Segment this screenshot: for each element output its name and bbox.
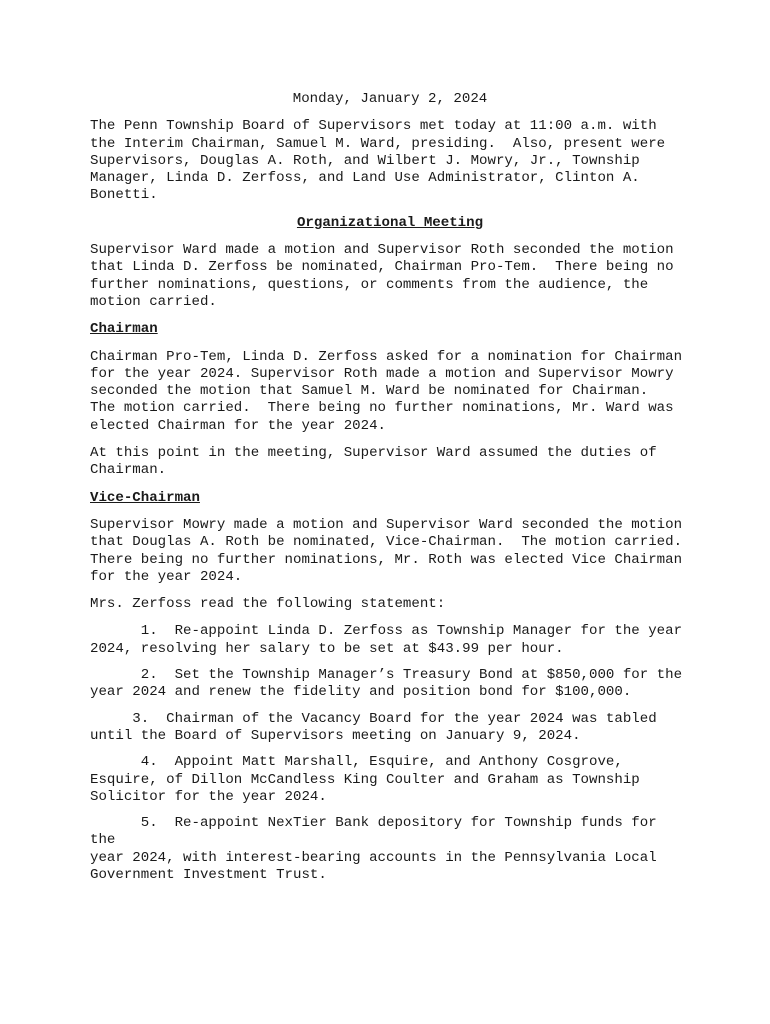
chairman-heading: Chairman	[90, 321, 158, 338]
organizational-meeting-heading: Organizational Meeting	[296, 214, 484, 231]
assume-duties-paragraph: At this point in the meeting, Supervisor Ward assumed the duties of Chairman.	[90, 445, 657, 479]
statement-item-3: 3. Chairman of the Vacancy Board for the year 2024 was tabled until the Board of Supervisors meeting on January 9, 2024.	[90, 710, 657, 744]
vice-chairman-paragraph: Supervisor Mowry made a motion and Supervisor Ward seconded the motion that Douglas A. Roth be nominated, Vice-Chairman. The motion carried. There being no further nominations, Mr. Roth was elected Vice Chairman for the year 2024.	[90, 516, 683, 585]
organizational-meeting-paragraph: Supervisor Ward made a motion and Supervisor Roth seconded the motion that Linda D. Zerfoss be nominated, Chairman Pro-Tem. There being no further nominations, questions, or comments from the audience, the motion carried.	[90, 242, 674, 310]
statement-item-1: 1. Re-appoint Linda D. Zerfoss as Township Manager for the year 2024, resolving her salary to be set at $43.99 per hour.	[90, 623, 683, 657]
document-page	[90, 91, 690, 893]
chairman-paragraph: Chairman Pro-Tem, Linda D. Zerfoss asked for a nomination for Chairman for the year 2024. Supervisor Roth made a motion and Supervisor Mowry seconded the motion that Samuel M. Ward be nominated for Chairman. The motion carried. There being no further nominations, Mr. Ward was elected Chairman for the year 2024.	[90, 348, 683, 434]
intro-paragraph: The Penn Township Board of Supervisors met today at 11:00 a.m. with the Interim Chairman, Samuel M. Ward, presiding. Also, present were Supervisors, Douglas A. Roth, and Wilbert J. Mowry, Jr., Township Manager, Linda D. Zerfoss, and Land Use Administrator, Clinton A. Bonetti.	[90, 118, 666, 204]
vice-chairman-heading: Vice-Chairman	[90, 489, 200, 506]
statement-item-5: 5. Re-appoint NexTier Bank depository for Township funds for the year 2024, with interest-bearing accounts in the Pennsylvania Local Government Investment Trust.	[90, 815, 657, 883]
statement-item-2: 2. Set the Township Manager’s Treasury Bond at $850,000 for the year 2024 and renew the fidelity and position bond for $100,000.	[90, 667, 683, 701]
statement-item-4: 4. Appoint Matt Marshall, Esquire, and Anthony Cosgrove, Esquire, of Dillon McCandless King Coulter and Graham as Township Solicitor for the year 2024.	[90, 754, 640, 805]
statement-intro: Mrs. Zerfoss read the following statement:	[90, 596, 446, 613]
meeting-date: Monday, January 2, 2024	[292, 91, 488, 107]
